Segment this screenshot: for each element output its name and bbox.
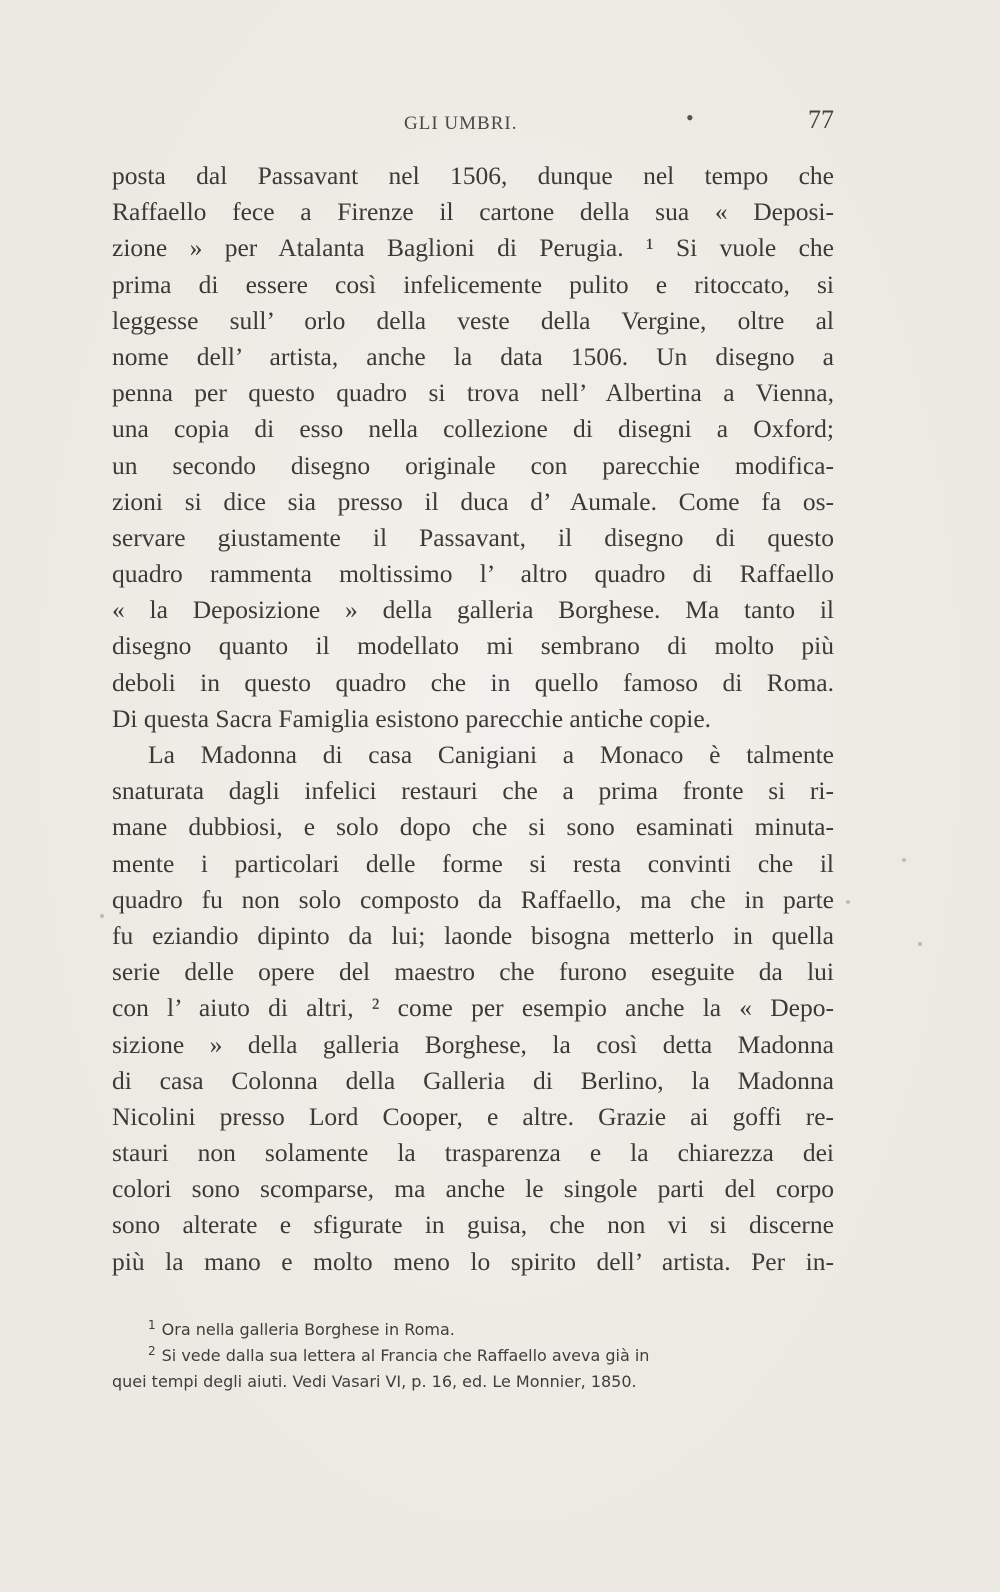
footnotes [112, 1317, 834, 1395]
footnote-2-continuation [112, 1369, 834, 1395]
text-line: più la mano e molto meno lo spirito dell’ artista. Per in- [112, 1246, 834, 1276]
text-line: colori sono scomparse, ma anche le singole parti del corpo [112, 1174, 834, 1204]
text-line: prima di essere così infelicemente pulito e ritoccato, si [112, 269, 834, 299]
text-line: disegno quanto il modellato mi sembrano di molto più [112, 631, 834, 661]
text-line: nome dell’ artista, anche la data 1506. Un disegno a [112, 341, 834, 371]
text-line: serie delle opere del maestro che furono eseguite da lui [112, 957, 834, 987]
footnote-1-mark: 1 [148, 1317, 156, 1332]
text-line: penna per questo quadro si trova nell’ Albertina a Vienna, [112, 378, 834, 408]
text-line: deboli in questo quadro che in quello famoso di Roma. [112, 667, 834, 697]
text-line: fu eziandio dipinto da lui; laonde bisogna metterlo in quella [112, 920, 834, 950]
text-line: posta dal Passavant nel 1506, dunque nel tempo che [112, 161, 834, 190]
paper-speck [902, 858, 906, 862]
footnote-2-mark: 2 [148, 1343, 156, 1358]
text-line: zioni si dice sia presso il duca d’ Aumale. Come fa os- [112, 486, 834, 516]
paragraph-start-line: La Madonna di casa Canigiani a Monaco è talmente [148, 740, 834, 769]
text-line: mente i particolari delle forme si resta convinti che il [112, 848, 834, 878]
text-line: una copia di esso nella collezione di disegni a Oxford; [112, 414, 834, 444]
footnote-1-text: Ora nella galleria Borghese in Roma. [161, 1320, 455, 1339]
footnote-2 [112, 1343, 834, 1369]
text-line: leggesse sull’ orlo della veste della Vergine, oltre al [112, 305, 834, 335]
paper-speck [846, 900, 850, 904]
footnote-1 [112, 1317, 834, 1343]
running-head [112, 105, 834, 141]
text-line: stauri non solamente la trasparenza e la chiarezza dei [112, 1138, 834, 1168]
paper-speck [918, 942, 922, 946]
text-line: sizione » della galleria Borghese, la così detta Madonna [112, 1029, 834, 1059]
text-line: snaturata dagli infelici restauri che a prima fronte si ri- [112, 776, 834, 806]
text-line: zione » per Atalanta Baglioni di Perugia. ¹ Si vuole che [112, 233, 834, 263]
text-line: sono alterate e sfigurate in guisa, che non vi si discerne [112, 1210, 834, 1240]
footnote-2-text-line2: quei tempi degli aiuti. Vedi Vasari VI, p. 16, ed. Le Monnier, 1850. [112, 1372, 637, 1391]
text-line: « la Deposizione » della galleria Borghese. Ma tanto il [112, 595, 834, 625]
text-line: mane dubbiosi, e solo dopo che si sono esaminati minuta- [112, 812, 834, 842]
body-text [112, 158, 834, 1280]
paragraph-end-line: Di questa Sacra Famiglia esistono parecchie antiche copie. [112, 703, 712, 733]
text-line: servare giustamente il Passavant, il disegno di questo [112, 522, 834, 552]
page-number: 77 [808, 105, 834, 134]
text-line: Nicolini presso Lord Cooper, e altre. Grazie ai goffi re- [112, 1101, 834, 1131]
running-title: GLI UMBRI. [404, 113, 518, 134]
header-separator: • [686, 105, 694, 130]
text-line: Raffaello fece a Firenze il cartone della sua « Deposi- [112, 197, 834, 227]
paper-speck [100, 914, 104, 918]
text-line: quadro rammenta moltissimo l’ altro quadro di Raffaello [112, 559, 834, 589]
text-line: quadro fu non solo composto da Raffaello, ma che in parte [112, 884, 834, 914]
text-line: di casa Colonna della Galleria di Berlino, la Madonna [112, 1065, 834, 1095]
text-line: con l’ aiuto di altri, ² come per esempio anche la « Depo- [112, 993, 834, 1023]
text-line: un secondo disegno originale con parecchie modifica- [112, 450, 834, 480]
footnote-2-text-line1: Si vede dalla sua lettera al Francia che Raffaello aveva già in [161, 1346, 650, 1365]
